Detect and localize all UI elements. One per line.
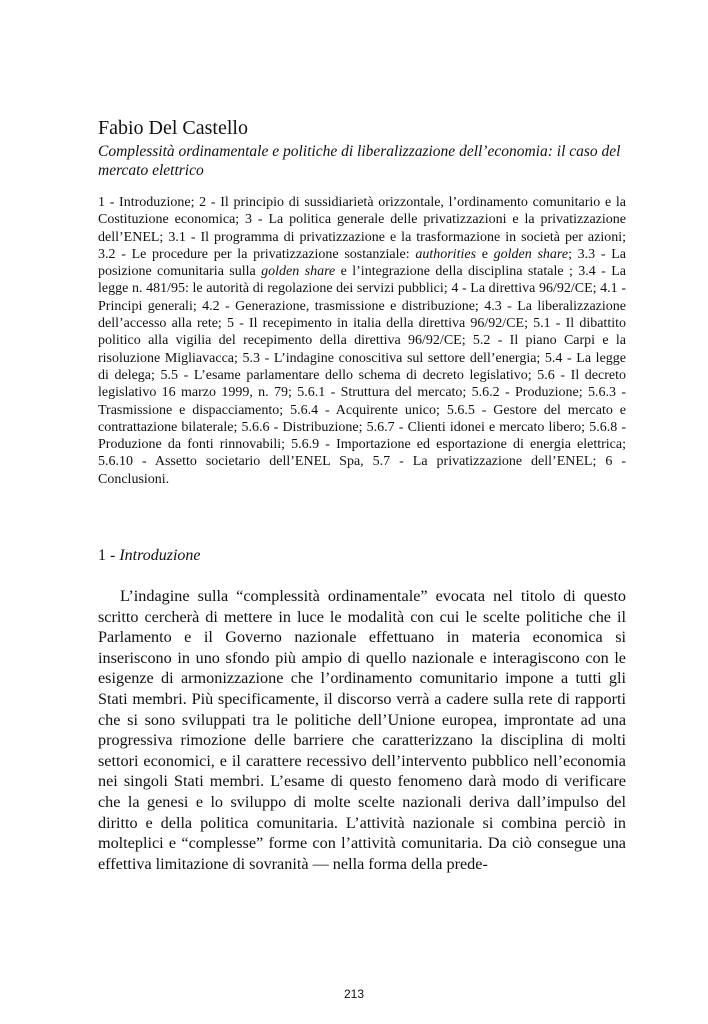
toc-conj: e	[476, 246, 494, 262]
author-name: Fabio Del Castello	[98, 117, 248, 139]
section-title: Introduzione	[119, 547, 201, 565]
table-of-contents	[98, 194, 626, 488]
toc-golden-share-2: golden share	[261, 264, 336, 280]
page-number: 213	[343, 987, 365, 1001]
toc-text-1: 1 - Introduzione; 2 - Il principio di sussidiarietà orizzontale, l’ordinamento comunitario e la Costituzione economica; 3 - La politica generale delle privatizzazioni e la privatizzazione dell’ENEL; 3.1 - Il programma di privatizzazione e la trasformazione in società per azioni; 3.2 - Le procedure per la privatizzazione sostanziale:	[98, 195, 626, 262]
article-page	[98, 116, 626, 874]
toc-text-3: e l’integrazione della disciplina statale ; 3.4 - La legge n. 481/95: le autorità di regolazione dei servizi pubblici; 4 - La direttiva 96/92/CE; 4.1 - Principi generali; 4.2 - Generazione, trasmissione e distribuzione; 4.3 - La liberalizzazione dell’accesso alla rete; 5 - Il recepimento in italia della direttiva 96/92/CE; 5.1 - Il dibattito politico alla vigilia del recepimento della direttiva 96/92/CE; 5.2 - Il piano Carpi e la risoluzione Migliavacca; 5.3 - L’indagine conoscitiva sul settore dell’energia; 5.4 - La legge di delega; 5.5 - L’esame parlamentare dello schema di decreto legislativo; 5.6 - Il decreto legislativo 16 marzo 1999, n. 79; 5.6.1 - Struttura del mercato; 5.6.2 - Produzione; 5.6.3 - Trasmissione e dispacciamento; 5.6.4 - Acquirente unico; 5.6.5 - Gestore del mercato e contrattazione bilaterale; 5.6.6 - Distribuzione; 5.6.7 - Clienti idonei e mercato libero; 5.6.8 - Produzione da fonti rinnovabili; 5.6.9 - Importazione ed esportazione di energia elettrica; 5.6.10 - Assetto societario dell’ENEL Spa, 5.7 - La privatizzazione dell’ENEL; 6 - Conclusioni.	[98, 264, 626, 487]
toc-text-2: ; 3.3 - La posizione comunitaria sulla	[98, 246, 626, 280]
section-heading	[98, 546, 626, 566]
toc-authorities: authorities	[415, 246, 477, 262]
toc-golden-share-1: golden share	[493, 246, 569, 262]
article-title: Complessità ordinamentale e politiche di liberalizzazione dell’economia: il caso del mercato elettrico	[98, 143, 621, 179]
body-paragraph: L’indagine sulla “complessità ordinamentale” evocata nel titolo di questo scritto cercherà di mettere in luce le modalità con cui le scelte politiche che il Parlamento e il Governo nazionale effettuano in materia economica si inseriscono in uno sfondo più ampio di quello nazionale e interagiscono con le esigenze di armonizzazione che l’ordinamento comunitario impone a tutti gli Stati membri. Più specificamente, il discorso verrà a cadere sulla rete di rapporti che si sono sviluppati tra le politiche dell’Unione europea, improntate ad una progressiva rimozione delle barriere che caratterizzano la disciplina di molti settori economici, e il carattere recessivo dell’intervento pubblico nell’economia nei singoli Stati membri. L’esame di questo fenomeno darà modo di verificare che la genesi e lo sviluppo di molte scelte nazionali deriva dall’impulso del diritto e della politica comunitaria. L’attività nazionale si combina perciò in molteplici e “complesse” forme con l’attività comunitaria. Da ciò consegue una effettiva limitazione di sovranità — nella forma della prede-	[98, 587, 626, 873]
section-number: 1 -	[98, 547, 120, 565]
